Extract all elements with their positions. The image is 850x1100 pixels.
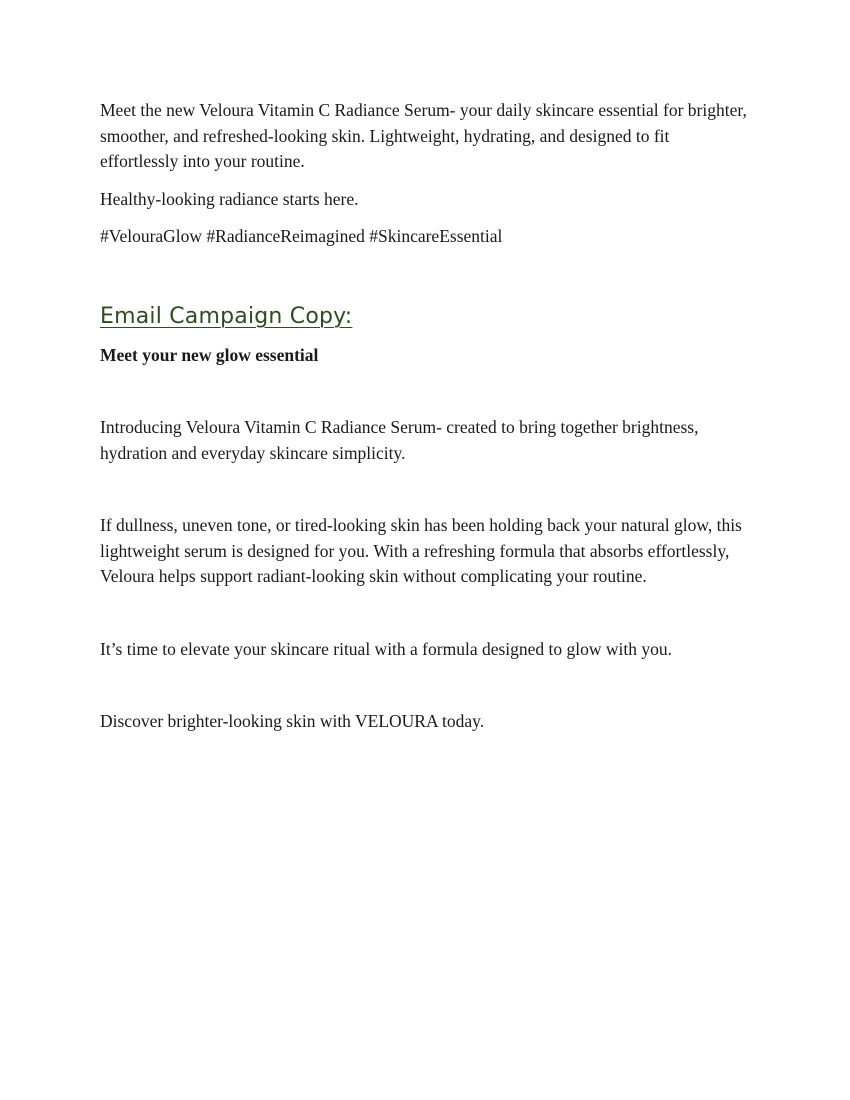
email-campaign-heading: Email Campaign Copy: — [100, 303, 353, 329]
social-post-hashtags: #VelouraGlow #RadianceReimagined #SkincareEssential — [100, 226, 503, 246]
email-paragraph-cta: Discover brighter-looking skin with VELOURA today. — [100, 711, 485, 731]
email-subject-line: Meet your new glow essential — [100, 344, 319, 365]
social-post-tagline: Healthy-looking radiance starts here. — [100, 188, 359, 209]
document-body — [100, 98, 750, 735]
email-paragraph-problem: If dullness, uneven tone, or tired-looking skin has been holding back your natural glow, this lightweight serum is designed for you. With a refreshing formula that absorbs effortlessly, Veloura helps support radiant-looking skin without complicating your routine. — [100, 515, 742, 586]
email-paragraph-intro: Introducing Veloura Vitamin C Radiance Serum- created to bring together brightness, hydration and everyday skincare simplicity. — [100, 417, 699, 463]
social-post-intro: Meet the new Veloura Vitamin C Radiance Serum- your daily skincare essential for brighter, smoother, and refreshed-looking skin. Lightweight, hydrating, and designed to fit effortlessly into your routine. — [100, 100, 747, 171]
email-paragraph-ritual: It’s time to elevate your skincare ritual with a formula designed to glow with you. — [100, 638, 673, 659]
